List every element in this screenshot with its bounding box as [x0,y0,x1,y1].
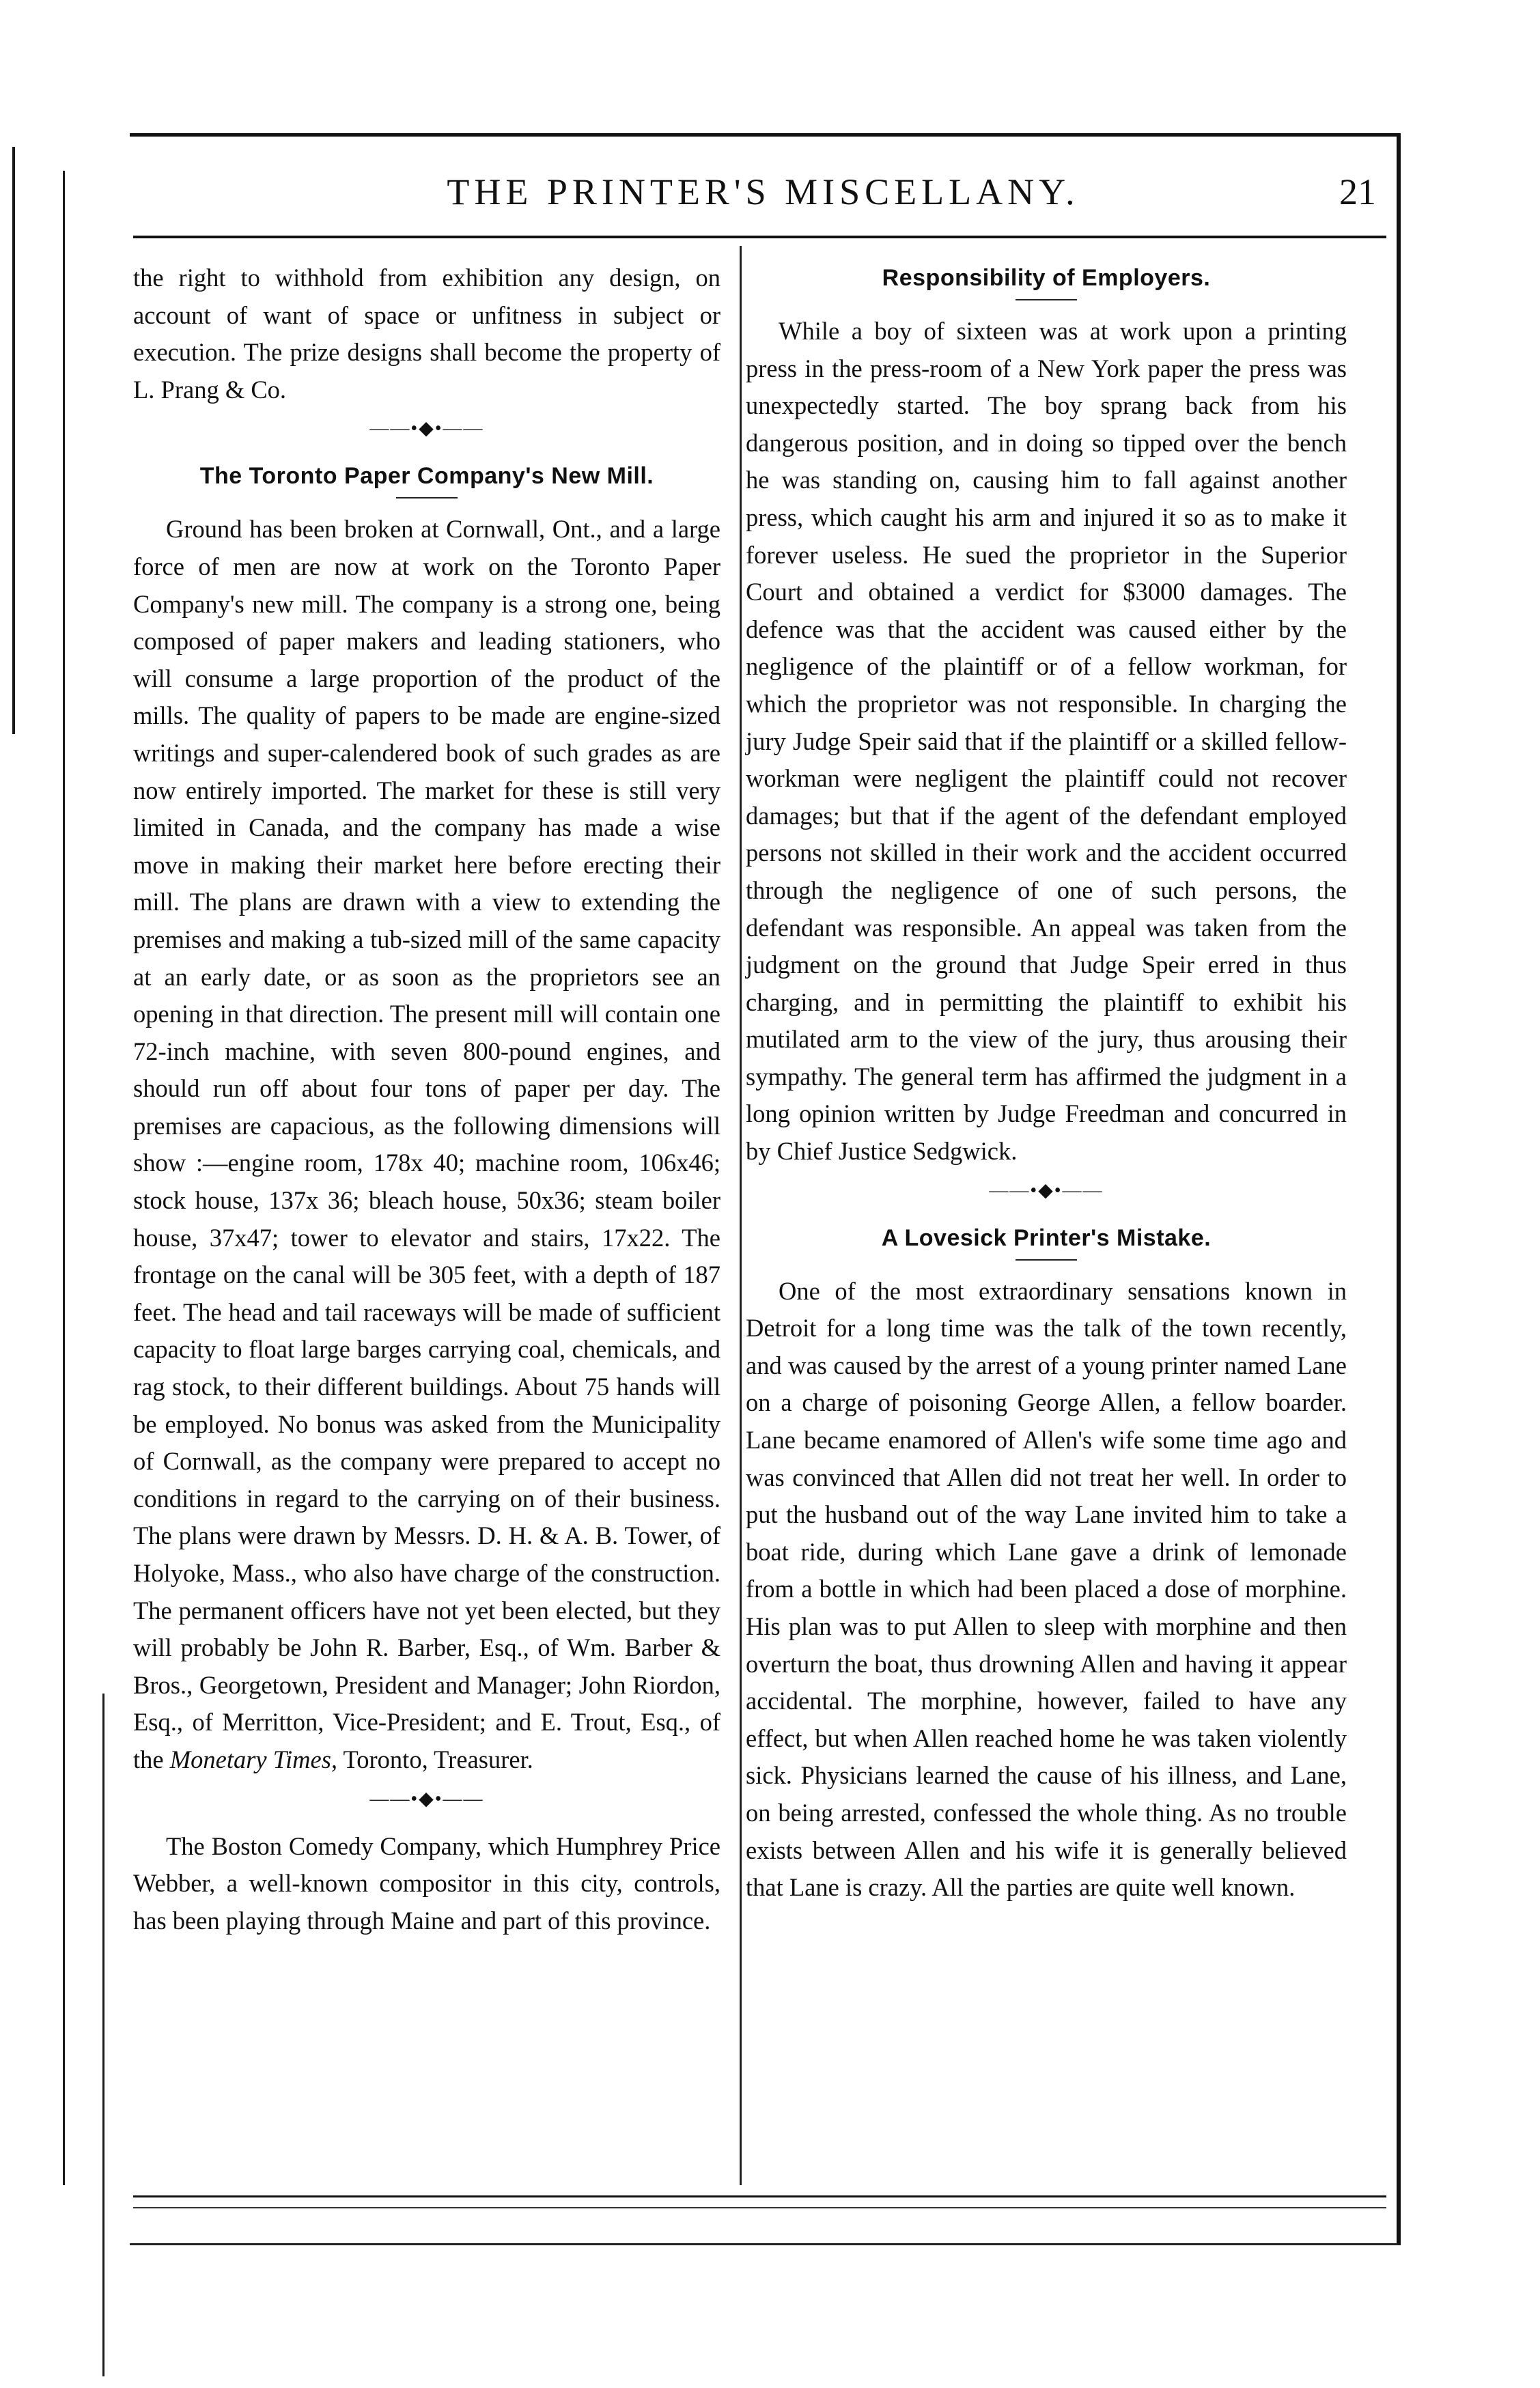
article-closing-text: Toronto, Treasurer. [337,1745,533,1773]
article-heading-lovesick-printer: A Lovesick Printer's Mistake. [881,1224,1212,1251]
heading-rule [1016,1259,1077,1261]
intro-paragraph: the right to withhold from exhibition any design, on account of want of space or unfitness in subject or execution. The prize designs shall become the property of L. Prang & Co. [133,264,720,404]
heading-rule [1016,299,1077,300]
left-column [133,259,720,1939]
article-heading-toronto-mill: The Toronto Paper Company's New Mill. [199,463,654,490]
bottom-rule [133,2195,1386,2197]
margin-rule-inner [63,171,65,2185]
publication-name: Monetary Times, [169,1745,338,1773]
running-title: THE PRINTER'S MISCELLANY. [447,171,1080,212]
header-rule [133,236,1386,238]
article-body-responsibility: While a boy of sixteen was at work upon a printing press in the press-room of a New York paper the press was unexpectedly started. The boy sprang back from his dangerous position, and in doing so tipped over the bench he was standing on, causing him to fall against another press, which caught his arm and injured it so as to make it forever useless. He sued the proprietor in the Superior Court and obtained a verdict for $3000 damages. The defence was that the accident was caused either by the negligence of the plaintiff or of a fellow workman, for which the proprietor was not responsible. In charging the jury Judge Speir said that if the plaintiff or a skilled fellow-workman were negligent the plaintiff could not recover damages; but that if the agent of the defendant employed persons not skilled in their work and the accident occurred through the negligence of one of such persons, the defendant was responsible. An appeal was taken from the judgment on the ground that Judge Speir erred in thus charging, and in permitting the plaintiff to exhibit his mutilated arm to the view of the jury, thus arousing their sympathy. The general term has affirmed the judgment in a long opinion written by Judge Freedman and concurred in by Chief Justice Sedgwick. [746,317,1347,1166]
article-body-text: Ground has been broken at Cornwall, Ont., and a large force of men are now at work on the Toronto Paper Company's new mill. The company is a strong one, being composed of paper makers and leading stationers, who will consume a large proportion of the product of the mills. The quality of papers to be made are engine-sized writings and super-calendered book of such grades as are now entirely imported. The market for these is still very limited in Canada, and the company has made a wise move in making their market here before erecting their mill. The plans are drawn with a view to extending the premises and making a tub-sized mill of the same capacity at an early date, or as soon as the proprietors see an opening in that direction. The present mill will contain one 72-inch machine, with seven 800-pound engines, and should run off about four tons of paper per day. The premises are capacious, as the following dimensions will show :—engine room, 178x 40; machine room, 106x46; stock house, 137x 36; bleach house, 50x36; steam boiler house, 37x47; tower to elevator and stairs, 17x22. The frontage on the canal will be 305 feet, with a depth of 187 feet. The head and tail raceways will be made of sufficient capacity to float large barges carrying coal, chemicals, and rag stock, to their different buildings. About 75 hands will be employed. No bonus was asked from the Municipality of Cornwall, as the company were prepared to accept no conditions in regard to the carrying on of their business. The plans were drawn by Messrs. D. H. & A. B. Tower, of Holyoke, Mass., who also have charge of the construction. The permanent officers have not yet been elected, but they will probably be John R. Barber, Esq., of Wm. Barber & Bros., Georgetown, President and Manager; John Riordon, Esq., of Merritton, Vice-President; and E. Trout, Esq., of the [133,515,720,1773]
heading-rule [396,497,458,498]
ornament-divider: ——•◆•—— [989,1179,1104,1201]
margin-rule-third [102,1694,104,2376]
margin-rule-outer [12,147,15,734]
bottom-rule-secondary [133,2207,1386,2208]
article-body-toronto-mill [133,511,720,1778]
right-column [746,259,1347,1907]
ornament-divider: ——•◆•—— [369,418,484,440]
article-heading-responsibility: Responsibility of Employers. [882,265,1211,291]
page-header [130,171,1397,232]
article-body-boston-comedy: The Boston Comedy Company, which Humphrey Price Webber, a well-known compositor in this city, controls, has been playing through Maine and part of this province. [133,1831,720,1935]
column-divider [740,246,742,2185]
article-body-lovesick-printer: One of the most extraordinary sensations known in Detroit for a long time was the talk of the town recently, and was caused by the arrest of a young printer named Lane on a charge of poisoning George Allen, a fellow boarder. Lane became enamored of Allen's wife some time ago and was convinced that Allen did not treat her well. In order to put the husband out of the way Lane invited him to take a boat ride, during which Lane gave a drink of lemonade from a bottle in which had been placed a dose of morphine. His plan was to put Allen to sleep with morphine and then overturn the boat, thus drowning Allen and having it appear accidental. The morphine, however, failed to have any effect, but when Allen reached home he was taken violently sick. Physicians learned the cause of his illness, and Lane, on being arrested, confessed the whole thing. As no trouble exists between Allen and his wife it is generally believed that Lane is crazy. All the parties are quite well known. [746,1276,1347,1902]
page-number: 21 [1339,171,1376,212]
ornament-divider: ——•◆•—— [369,1788,484,1810]
